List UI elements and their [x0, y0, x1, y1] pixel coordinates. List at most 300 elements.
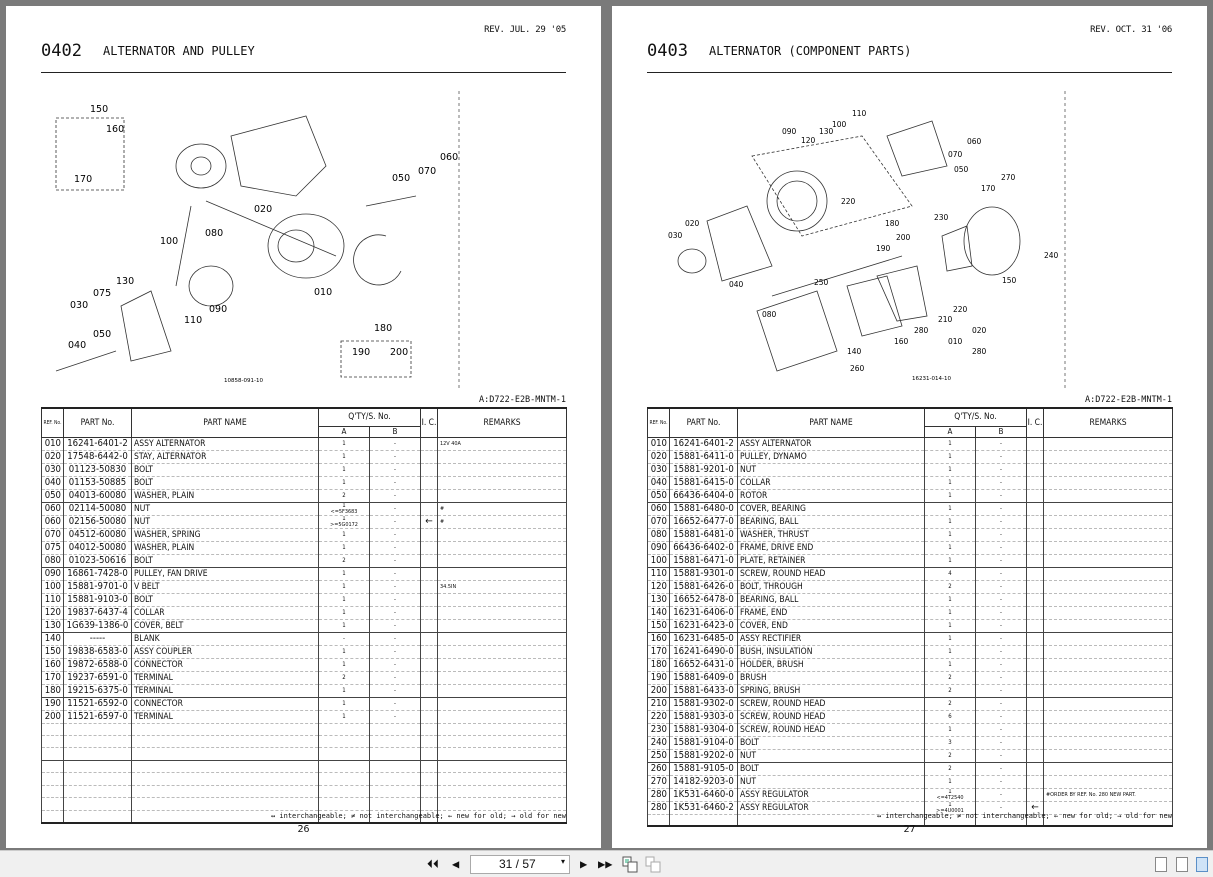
part-name: BEARING, BALL: [738, 593, 925, 606]
qty-b: -: [370, 502, 421, 515]
part-number: 16861-7428-0: [64, 567, 132, 580]
two-page-view-icon[interactable]: [1196, 857, 1208, 872]
interchangeability: [1027, 749, 1044, 762]
parts-row[interactable]: [42, 580, 567, 593]
ref-number: 050: [42, 489, 64, 502]
parts-row[interactable]: [648, 528, 1173, 541]
part-number: 15881-6480-0: [670, 502, 738, 515]
callout-label: 130: [819, 127, 834, 136]
ref-number: 170: [648, 645, 670, 658]
callout-label: 060: [440, 152, 459, 163]
page-number-input[interactable]: [470, 855, 570, 874]
qty-a: 1: [925, 437, 976, 450]
parts-row[interactable]: [648, 580, 1173, 593]
last-page-button[interactable]: ▶▶: [598, 857, 613, 871]
header-b: B: [976, 426, 1027, 437]
header-name: PART NAME: [132, 408, 319, 437]
remarks: [1044, 554, 1173, 567]
part-number: 15881-9301-0: [670, 567, 738, 580]
ref-number: 200: [648, 684, 670, 697]
parts-row[interactable]: [42, 463, 567, 476]
ref-number: 280: [648, 801, 670, 814]
parts-row[interactable]: [42, 554, 567, 567]
interchangeability: [1027, 450, 1044, 463]
qty-a: [925, 788, 976, 801]
part-number: 19237-6591-0: [64, 671, 132, 684]
header-ic: I. C.: [1027, 408, 1044, 437]
parts-row[interactable]: [42, 437, 567, 450]
part-number: 66436-6404-0: [670, 489, 738, 502]
parts-row[interactable]: [648, 619, 1173, 632]
ref-number: 230: [648, 723, 670, 736]
ref-number: 150: [42, 645, 64, 658]
qty-a: 2: [925, 684, 976, 697]
parts-row[interactable]: [42, 515, 567, 528]
qty-a-value: 1: [342, 515, 346, 522]
fit-page-icon[interactable]: [622, 856, 638, 876]
part-number: 15881-6409-0: [670, 671, 738, 684]
ref-number: 210: [648, 697, 670, 710]
qty-b: -: [370, 489, 421, 502]
interchangeability: [421, 489, 438, 502]
callout-label: 040: [729, 280, 744, 289]
parts-row[interactable]: [648, 697, 1173, 710]
remarks: [1044, 658, 1173, 671]
part-number: 15881-9104-0: [670, 736, 738, 749]
qty-a: 1: [319, 450, 370, 463]
parts-row[interactable]: [648, 762, 1173, 775]
qty-a: 3: [925, 736, 976, 749]
remarks: [1044, 710, 1173, 723]
part-name: NUT: [738, 463, 925, 476]
part-name: PULLEY, FAN DRIVE: [132, 567, 319, 580]
parts-row[interactable]: [648, 788, 1173, 801]
qty-b: -: [976, 775, 1027, 788]
qty-a: 1: [319, 697, 370, 710]
qty-b: -: [976, 632, 1027, 645]
ref-number: 200: [42, 710, 64, 723]
fit-width-icon[interactable]: [645, 856, 661, 876]
parts-row[interactable]: [648, 567, 1173, 580]
callout-label: 160: [894, 337, 909, 346]
qty-a: 1: [319, 541, 370, 554]
qty-b: -: [976, 437, 1027, 450]
remarks: #ORDER BY REF. No. 280 NEW PART.: [1044, 788, 1173, 801]
serial-range: <=5F3683: [330, 508, 358, 515]
part-name: BRUSH: [738, 671, 925, 684]
parts-row[interactable]: [42, 502, 567, 515]
ref-number: 140: [42, 632, 64, 645]
ref-number: 060: [648, 502, 670, 515]
interchangeability: [1027, 554, 1044, 567]
remarks: #: [438, 515, 567, 528]
interchangeability: [421, 632, 438, 645]
part-number: 16231-6406-0: [670, 606, 738, 619]
parts-row[interactable]: [648, 671, 1173, 684]
parts-row[interactable]: [42, 619, 567, 632]
qty-a: 2: [925, 697, 976, 710]
header-remarks: REMARKS: [1044, 408, 1173, 437]
remarks: [1044, 515, 1173, 528]
interchangeability: [421, 697, 438, 710]
parts-row[interactable]: [648, 632, 1173, 645]
remarks: [1044, 450, 1173, 463]
header-remarks: REMARKS: [438, 408, 567, 437]
callout-label: 090: [209, 304, 228, 315]
parts-row[interactable]: [648, 437, 1173, 450]
part-number: 16241-6490-0: [670, 645, 738, 658]
ref-number: 075: [42, 541, 64, 554]
revision-date: REV. JUL. 29 '05: [484, 25, 566, 35]
parts-row[interactable]: [648, 658, 1173, 671]
parts-row[interactable]: [42, 593, 567, 606]
qty-b: -: [976, 671, 1027, 684]
serial-range: <=4T2540: [936, 794, 964, 801]
qty-a: 1: [925, 489, 976, 502]
ref-number: 220: [648, 710, 670, 723]
remarks: [438, 684, 567, 697]
callout-label: 260: [850, 364, 865, 373]
part-number: 16231-6485-0: [670, 632, 738, 645]
qty-b: -: [976, 801, 1027, 814]
qty-a: 1: [319, 645, 370, 658]
page-dropdown-icon[interactable]: ▾: [560, 857, 565, 866]
qty-b: -: [976, 736, 1027, 749]
interchangeability: [1027, 528, 1044, 541]
remarks: [438, 619, 567, 632]
parts-table: [41, 407, 567, 824]
qty-b: -: [976, 723, 1027, 736]
remarks: [438, 450, 567, 463]
qty-b: -: [976, 658, 1027, 671]
parts-row[interactable]: [648, 476, 1173, 489]
continuous-view-icon[interactable]: [1176, 857, 1188, 872]
empty-row: [42, 760, 567, 772]
part-name: ASSY ALTERNATOR: [132, 437, 319, 450]
parts-row[interactable]: [648, 749, 1173, 762]
parts-row[interactable]: [648, 489, 1173, 502]
qty-b: -: [976, 541, 1027, 554]
qty-b: -: [370, 671, 421, 684]
part-number: 66436-6402-0: [670, 541, 738, 554]
remarks: [438, 593, 567, 606]
callout-label: 250: [814, 278, 829, 287]
remarks: [1044, 671, 1173, 684]
single-page-view-icon[interactable]: [1155, 857, 1167, 872]
part-name: WASHER, PLAIN: [132, 489, 319, 502]
remarks: [1044, 476, 1173, 489]
model-code: A:D722-E2B-MNTM-1: [1085, 395, 1172, 405]
interchangeability: [1027, 619, 1044, 632]
section-title: ALTERNATOR (COMPONENT PARTS): [709, 44, 912, 58]
interchangeability: [1027, 723, 1044, 736]
interchangeability: [421, 437, 438, 450]
callout-label: 010: [948, 337, 963, 346]
parts-table: [647, 407, 1173, 827]
part-number: 15881-9202-0: [670, 749, 738, 762]
part-name: TERMINAL: [132, 710, 319, 723]
part-number: 15881-6411-0: [670, 450, 738, 463]
part-number: 15881-9701-0: [64, 580, 132, 593]
remarks: [438, 606, 567, 619]
remarks: [1044, 463, 1173, 476]
part-name: SCREW, ROUND HEAD: [738, 723, 925, 736]
qty-a: 2: [925, 762, 976, 775]
ref-number: 030: [42, 463, 64, 476]
qty-b: -: [370, 515, 421, 528]
callout-label: 020: [685, 219, 700, 228]
qty-b: -: [976, 645, 1027, 658]
next-page-button[interactable]: ▶: [580, 857, 588, 871]
part-name: ASSY ALTERNATOR: [738, 437, 925, 450]
part-number: 16241-6401-2: [64, 437, 132, 450]
remarks: [438, 463, 567, 476]
ref-number: 240: [648, 736, 670, 749]
ref-number: 140: [648, 606, 670, 619]
part-name: FRAME, DRIVE END: [738, 541, 925, 554]
remarks: [1044, 684, 1173, 697]
header-ic: I. C.: [421, 408, 438, 437]
parts-row[interactable]: [42, 710, 567, 723]
qty-b: -: [976, 463, 1027, 476]
parts-row[interactable]: [42, 632, 567, 645]
qty-b: -: [370, 697, 421, 710]
parts-row[interactable]: [648, 645, 1173, 658]
qty-a-value: 1: [948, 788, 952, 795]
part-name: BOLT: [132, 463, 319, 476]
ref-number: 080: [648, 528, 670, 541]
parts-row[interactable]: [648, 463, 1173, 476]
callout-label: 070: [948, 150, 963, 159]
parts-row[interactable]: [648, 502, 1173, 515]
part-name: CONNECTOR: [132, 697, 319, 710]
interchangeability: [1027, 463, 1044, 476]
qty-b: -: [370, 554, 421, 567]
part-name: TERMINAL: [132, 684, 319, 697]
header-qty: Q'TY/S. No.: [319, 408, 421, 426]
part-name: V BELT: [132, 580, 319, 593]
qty-a: 2: [925, 749, 976, 762]
ref-number: 270: [648, 775, 670, 788]
ref-number: 110: [42, 593, 64, 606]
part-name: NUT: [132, 502, 319, 515]
qty-a: [319, 502, 370, 515]
part-number: 01153-50885: [64, 476, 132, 489]
qty-b: -: [370, 541, 421, 554]
part-name: SCREW, ROUND HEAD: [738, 710, 925, 723]
part-number: 15881-9303-0: [670, 710, 738, 723]
interchangeability: [1027, 437, 1044, 450]
part-name: BUSH, INSULATION: [738, 645, 925, 658]
part-number: 1K531-6460-2: [670, 801, 738, 814]
part-name: HOLDER, BRUSH: [738, 658, 925, 671]
ref-number: 180: [42, 684, 64, 697]
qty-a: 1: [319, 684, 370, 697]
qty-b: -: [976, 762, 1027, 775]
remarks: [1044, 593, 1173, 606]
qty-b: -: [370, 658, 421, 671]
part-number: 16652-6431-0: [670, 658, 738, 671]
interchangeability: [1027, 593, 1044, 606]
ref-number: 150: [648, 619, 670, 632]
first-page-button[interactable]: ⏴⏴: [427, 857, 440, 871]
callout-label: 075: [93, 288, 112, 299]
part-name: BOLT: [132, 476, 319, 489]
callout-label: 110: [852, 109, 867, 118]
interchangeability: [421, 463, 438, 476]
ref-number: 060: [42, 515, 64, 528]
viewer-toolbar: [0, 850, 1213, 877]
remarks: [1044, 749, 1173, 762]
part-number: 11521-6597-0: [64, 710, 132, 723]
qty-a: 1: [925, 645, 976, 658]
callout-label: 200: [390, 347, 409, 358]
revision-date: REV. OCT. 31 '06: [1090, 25, 1172, 35]
callout-label: 050: [392, 173, 411, 184]
qty-b: -: [370, 632, 421, 645]
callout-label: 230: [934, 213, 949, 222]
remarks: [1044, 723, 1173, 736]
remarks: [438, 671, 567, 684]
parts-row[interactable]: [42, 541, 567, 554]
ref-number: 260: [648, 762, 670, 775]
empty-row: [42, 798, 567, 810]
parts-row[interactable]: [42, 671, 567, 684]
parts-row[interactable]: [648, 541, 1173, 554]
ref-number: 190: [42, 697, 64, 710]
parts-row[interactable]: [42, 645, 567, 658]
interchangeability: [1027, 788, 1044, 801]
header-a: A: [925, 426, 976, 437]
ref-number: 120: [648, 580, 670, 593]
part-name: WASHER, THRUST: [738, 528, 925, 541]
header-part: PART No.: [670, 408, 738, 437]
part-name: BOLT, THROUGH: [738, 580, 925, 593]
callout-label: 190: [876, 244, 891, 253]
part-name: NUT: [738, 775, 925, 788]
callout-label: 120: [801, 136, 816, 145]
ref-number: 180: [648, 658, 670, 671]
remarks: [438, 567, 567, 580]
qty-b: -: [976, 749, 1027, 762]
part-number: 19215-6375-0: [64, 684, 132, 697]
callout-label: 220: [953, 305, 968, 314]
parts-row[interactable]: [42, 489, 567, 502]
interchangeability: [1027, 762, 1044, 775]
callout-label: 010: [314, 287, 333, 298]
parts-row[interactable]: [648, 554, 1173, 567]
parts-row[interactable]: [42, 450, 567, 463]
ref-number: 160: [648, 632, 670, 645]
parts-row[interactable]: [648, 515, 1173, 528]
part-number: 16231-6423-0: [670, 619, 738, 632]
ref-number: 070: [648, 515, 670, 528]
parts-row[interactable]: [42, 658, 567, 671]
callout-label: 070: [418, 166, 437, 177]
ref-number: 090: [42, 567, 64, 580]
remarks: [1044, 775, 1173, 788]
ref-number: 130: [42, 619, 64, 632]
part-number: 04013-60080: [64, 489, 132, 502]
callout-label: 200: [896, 233, 911, 242]
remarks: [1044, 619, 1173, 632]
parts-row[interactable]: [648, 723, 1173, 736]
section-code: 0403: [647, 41, 688, 61]
remarks: [1044, 645, 1173, 658]
prev-page-button[interactable]: ◀: [452, 857, 460, 871]
ref-number: 060: [42, 502, 64, 515]
part-number: 02156-50080: [64, 515, 132, 528]
part-number: 17548-6442-0: [64, 450, 132, 463]
callout-label: 140: [847, 347, 862, 356]
part-name: BLANK: [132, 632, 319, 645]
callout-label: 130: [116, 276, 135, 287]
qty-a: 1: [319, 567, 370, 580]
parts-row[interactable]: [42, 476, 567, 489]
model-code: A:D722-E2B-MNTM-1: [479, 395, 566, 405]
interchangeability: [1027, 671, 1044, 684]
qty-a: 1: [925, 450, 976, 463]
parts-row[interactable]: [648, 450, 1173, 463]
parts-row[interactable]: [42, 567, 567, 580]
parts-row[interactable]: [42, 528, 567, 541]
qty-a: 1: [925, 593, 976, 606]
part-number: 04012-50080: [64, 541, 132, 554]
interchangeability: [421, 593, 438, 606]
part-name: STAY, ALTERNATOR: [132, 450, 319, 463]
qty-a-value: 1: [948, 801, 952, 808]
qty-a: 1: [925, 515, 976, 528]
parts-row[interactable]: [42, 684, 567, 697]
qty-b: -: [370, 684, 421, 697]
header-a: A: [319, 426, 370, 437]
qty-a: 1: [319, 658, 370, 671]
qty-b: -: [976, 580, 1027, 593]
parts-row[interactable]: [648, 710, 1173, 723]
qty-a: 1: [925, 632, 976, 645]
ref-number: 080: [42, 554, 64, 567]
interchangeability: [1027, 632, 1044, 645]
parts-row[interactable]: [648, 606, 1173, 619]
parts-row[interactable]: [42, 697, 567, 710]
interchangeability: [1027, 476, 1044, 489]
qty-a: 2: [319, 671, 370, 684]
ref-number: 070: [42, 528, 64, 541]
parts-row[interactable]: [648, 593, 1173, 606]
callout-label: 210: [938, 315, 953, 324]
ref-number: 050: [648, 489, 670, 502]
part-name: FRAME, END: [738, 606, 925, 619]
part-number: 01023-50616: [64, 554, 132, 567]
part-number: 15881-6426-0: [670, 580, 738, 593]
ref-number: 130: [648, 593, 670, 606]
callout-label: 150: [1002, 276, 1017, 285]
parts-row[interactable]: [42, 606, 567, 619]
parts-row[interactable]: [648, 684, 1173, 697]
remarks: [438, 632, 567, 645]
callout-label: 080: [762, 310, 777, 319]
part-name: ASSY REGULATOR: [738, 801, 925, 814]
parts-row[interactable]: [648, 736, 1173, 749]
remarks: [438, 645, 567, 658]
part-name: ASSY RECTIFIER: [738, 632, 925, 645]
qty-a: 1: [925, 554, 976, 567]
qty-b: -: [976, 476, 1027, 489]
part-number: 15881-6481-0: [670, 528, 738, 541]
ref-number: 010: [648, 437, 670, 450]
parts-row[interactable]: [648, 775, 1173, 788]
part-number: 14182-9203-0: [670, 775, 738, 788]
